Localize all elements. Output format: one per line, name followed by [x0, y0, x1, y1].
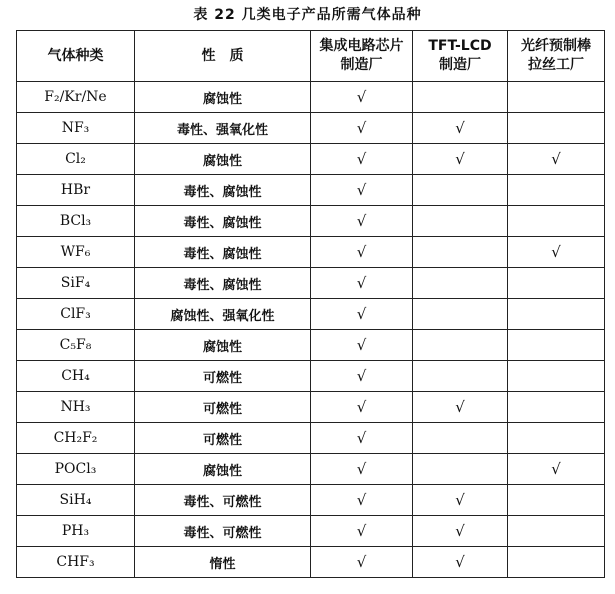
tft-check-cell	[413, 144, 508, 175]
table-row	[17, 144, 605, 175]
ic-check-cell	[311, 454, 413, 485]
fiber-check-cell	[508, 268, 605, 299]
table-row	[17, 299, 605, 330]
ic-check-cell	[311, 82, 413, 113]
fiber-check-cell	[508, 237, 605, 268]
checkmark-icon: √	[356, 119, 367, 137]
header-ic-plant	[311, 31, 413, 82]
table-row	[17, 485, 605, 516]
gas-name-cell: CH₂F₂	[17, 423, 135, 454]
fiber-check-cell	[508, 206, 605, 237]
gas-property-cell: 腐蚀性	[135, 82, 311, 113]
gas-property-cell: 可燃性	[135, 392, 311, 423]
header-gas-type: 气体种类	[17, 31, 135, 82]
tft-check-cell	[413, 299, 508, 330]
gas-property-cell: 腐蚀性	[135, 144, 311, 175]
fiber-check-cell	[508, 454, 605, 485]
gas-name-cell: C₅F₈	[17, 330, 135, 361]
ic-check-cell	[311, 113, 413, 144]
checkmark-icon: √	[356, 429, 367, 447]
table-row	[17, 82, 605, 113]
checkmark-icon: √	[455, 522, 465, 540]
tft-check-cell	[413, 516, 508, 547]
fiber-check-cell	[508, 392, 605, 423]
fiber-check-cell	[508, 516, 605, 547]
table-row	[17, 547, 605, 578]
header-tft-lcd-plant	[413, 31, 508, 82]
table-row	[17, 330, 605, 361]
ic-check-cell	[311, 547, 413, 578]
gas-name-cell: CHF₃	[17, 547, 135, 578]
table-row	[17, 113, 605, 144]
tft-check-cell	[413, 268, 508, 299]
table-row	[17, 175, 605, 206]
gas-name-cell: POCl₃	[17, 454, 135, 485]
ic-check-cell	[311, 175, 413, 206]
checkmark-icon: √	[356, 460, 367, 478]
header-fiber-line-1: 光纤预制棒	[521, 38, 591, 54]
tft-check-cell	[413, 113, 508, 144]
fiber-check-cell	[508, 485, 605, 516]
ic-check-cell	[311, 237, 413, 268]
checkmark-icon: √	[551, 243, 561, 261]
gas-name-cell: F₂/Kr/Ne	[17, 82, 135, 113]
gas-property-cell: 腐蚀性	[135, 454, 311, 485]
gas-name-cell: WF₆	[17, 237, 135, 268]
gas-property-cell: 毒性、腐蚀性	[135, 206, 311, 237]
gas-property-cell: 腐蚀性	[135, 330, 311, 361]
ic-check-cell	[311, 206, 413, 237]
checkmark-icon: √	[356, 88, 367, 106]
checkmark-icon: √	[455, 553, 465, 571]
checkmark-icon: √	[356, 398, 367, 416]
gas-property-cell: 惰性	[135, 547, 311, 578]
ic-check-cell	[311, 268, 413, 299]
ic-check-cell	[311, 361, 413, 392]
checkmark-icon: √	[356, 243, 367, 261]
table-row	[17, 392, 605, 423]
gas-name-cell: NF₃	[17, 113, 135, 144]
header-row	[17, 31, 605, 82]
table-row	[17, 361, 605, 392]
fiber-check-cell	[508, 113, 605, 144]
checkmark-icon: √	[356, 522, 367, 540]
tft-check-cell	[413, 82, 508, 113]
gas-name-cell: ClF₃	[17, 299, 135, 330]
ic-check-cell	[311, 392, 413, 423]
table-row	[17, 237, 605, 268]
fiber-check-cell	[508, 330, 605, 361]
gas-property-cell: 毒性、强氧化性	[135, 113, 311, 144]
checkmark-icon: √	[551, 150, 561, 168]
checkmark-icon: √	[356, 150, 367, 168]
checkmark-icon: √	[356, 181, 367, 199]
table-body	[17, 82, 605, 578]
checkmark-icon: √	[356, 491, 367, 509]
table-row	[17, 423, 605, 454]
table-row	[17, 268, 605, 299]
gas-name-cell: SiF₄	[17, 268, 135, 299]
tft-check-cell	[413, 175, 508, 206]
gas-name-cell: CH₄	[17, 361, 135, 392]
checkmark-icon: √	[356, 367, 367, 385]
ic-check-cell	[311, 299, 413, 330]
header-tft-line-1: TFT-LCD	[428, 38, 492, 54]
gas-name-cell: PH₃	[17, 516, 135, 547]
header-tft-line-2: 制造厂	[439, 57, 481, 73]
fiber-check-cell	[508, 82, 605, 113]
header-ic-line-2: 制造厂	[340, 57, 383, 73]
header-fiber-line-2: 拉丝工厂	[528, 57, 584, 73]
checkmark-icon: √	[455, 119, 465, 137]
tft-check-cell	[413, 454, 508, 485]
checkmark-icon: √	[356, 553, 367, 571]
ic-check-cell	[311, 423, 413, 454]
gas-property-cell: 毒性、可燃性	[135, 485, 311, 516]
table-row	[17, 454, 605, 485]
gas-property-cell: 毒性、腐蚀性	[135, 237, 311, 268]
ic-check-cell	[311, 144, 413, 175]
fiber-check-cell	[508, 423, 605, 454]
fiber-check-cell	[508, 547, 605, 578]
gas-name-cell: HBr	[17, 175, 135, 206]
fiber-check-cell	[508, 175, 605, 206]
fiber-check-cell	[508, 361, 605, 392]
checkmark-icon: √	[356, 336, 367, 354]
tft-check-cell	[413, 547, 508, 578]
checkmark-icon: √	[455, 491, 465, 509]
tft-check-cell	[413, 392, 508, 423]
header-fiber-plant	[508, 31, 605, 82]
gas-property-cell: 可燃性	[135, 423, 311, 454]
checkmark-icon: √	[356, 212, 367, 230]
ic-check-cell	[311, 485, 413, 516]
gas-requirements-table	[16, 30, 605, 578]
gas-property-cell: 毒性、可燃性	[135, 516, 311, 547]
gas-property-cell: 毒性、腐蚀性	[135, 268, 311, 299]
table-row	[17, 516, 605, 547]
tft-check-cell	[413, 361, 508, 392]
gas-property-cell: 毒性、腐蚀性	[135, 175, 311, 206]
header-ic-line-1: 集成电路芯片	[319, 38, 404, 54]
fiber-check-cell	[508, 299, 605, 330]
gas-name-cell: Cl₂	[17, 144, 135, 175]
gas-name-cell: BCl₃	[17, 206, 135, 237]
ic-check-cell	[311, 330, 413, 361]
gas-property-cell: 可燃性	[135, 361, 311, 392]
tft-check-cell	[413, 423, 508, 454]
gas-name-cell: SiH₄	[17, 485, 135, 516]
checkmark-icon: √	[455, 150, 465, 168]
tft-check-cell	[413, 237, 508, 268]
checkmark-icon: √	[356, 274, 367, 292]
checkmark-icon: √	[455, 398, 465, 416]
table-row	[17, 206, 605, 237]
ic-check-cell	[311, 516, 413, 547]
gas-name-cell: NH₃	[17, 392, 135, 423]
header-property: 性 质	[135, 31, 311, 82]
tft-check-cell	[413, 485, 508, 516]
checkmark-icon: √	[356, 305, 367, 323]
tft-check-cell	[413, 206, 508, 237]
tft-check-cell	[413, 330, 508, 361]
gas-property-cell: 腐蚀性、强氧化性	[135, 299, 311, 330]
fiber-check-cell	[508, 144, 605, 175]
table-caption: 表 22 几类电子产品所需气体品种	[193, 7, 422, 23]
checkmark-icon: √	[551, 460, 561, 478]
